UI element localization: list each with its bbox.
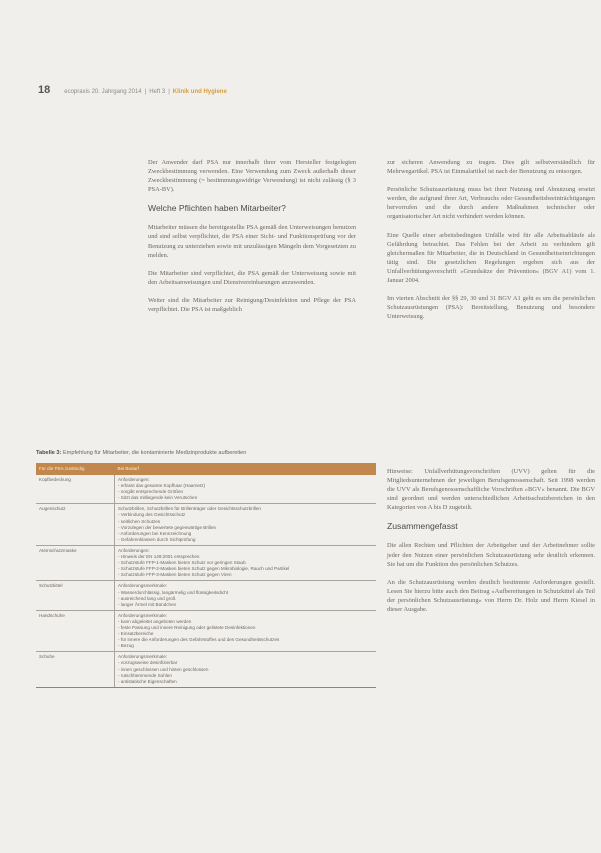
table-row (36, 610, 376, 652)
table-row (36, 475, 376, 504)
body-paragraph: Hinweise: Unfallverhütungsvorschriften (UVV) gelten für die Mitgliedsunternehmen der jeweiligen Berufsgenossenschaft. Seit 1998 werden die UVV als Berufsgenossenschaftliche Vorschriften »BGV« benannt. Die BGV sind geordnet und werden unterschiedlichen Arbeitsschutzbereichen in den Kategorien von A bis D zugeteilt. (387, 468, 595, 512)
body-paragraph: Die Mitarbeiter sind verpflichtet, die PSA gemäß der Unterweisung sowie mit den Arbeitsanweisungen und Dienstvereinbarungen anzuwenden. (148, 269, 356, 286)
table-row (36, 581, 376, 610)
requirement-line: - langer Ärmel mit Bündchen (118, 601, 177, 607)
table-cell-requirements (115, 545, 377, 580)
requirement-line: - Schutzstufe FFP-3-Masken bieten Schutz gegen Viren (118, 572, 232, 578)
section-heading: Welche Pflichten haben Mitarbeiter? (148, 203, 286, 214)
requirement-line: - Einsatzbereiche (118, 631, 154, 637)
body-paragraph: Eine Quelle einer arbeitsbedingten Unfälle wird für alle Arbeitsabläufe als Gefährdung betrachtet. Das Fehlen bei der Arbeit zu verhindern gilt gleichermaßen für Mitarbeiter, die in Deutschland in Gesundheitseinrichtungen tätig sind. Die gesetzlichen Regelungen ergeben sich aus der Unfallverhütungsvorschrift »Grundsätze der Prävention« (BGV A1) vom 1. Januar 2004. (387, 231, 595, 285)
table-cell-requirements (115, 652, 377, 687)
requirement-line: - kann abgeleitet angeboten werden (118, 618, 192, 624)
requirement-line: - Anforderungen bei Kennzeichnung (118, 530, 192, 536)
requirement-line: Anforderungen: (118, 547, 150, 553)
table-cell-area: Handschuhe (36, 610, 115, 652)
requirement-line: Anforderungsmerkmale: (118, 583, 168, 589)
body-paragraph: Der Anwender darf PSA nur innerhalb ihrer vom Hersteller festgelegten Zweckbestimmung verwenden. Eine Verwendung zum Zweck außerhalb dieser Zweckbestimmung (= bestimmungswidrige Verwendung) ist nicht zulässig (§ 3 PSA-BV). (148, 159, 356, 194)
body-paragraph: Mitarbeiter müssen die bereitgestellte PSA gemäß den Unterweisungen benutzen und sind selbst verpflichtet, die PSA einer Sicht- und Funktionsprüfung vor der Benutzung zu unterziehen sowie mit unzulässigen Mängeln dem Vorgesetzten zu melden. (148, 224, 356, 259)
requirement-line: Anforderungen: (118, 477, 150, 482)
requirement-line: - Hinweis der EN 149:2001 entsprechen (118, 554, 200, 560)
table-cell-requirements (115, 504, 377, 546)
section-label: Klinik und Hygiene (172, 89, 227, 95)
page-number: 18 (38, 84, 51, 96)
table-cell-area: Augenschutz (36, 504, 115, 546)
body-paragraph: An die Schutzausrüstung werden deutlich bestimmte Anforderungen gestellt. Lesen Sie hierzu bitte auch den Beitrag »Aufbereitungen in Schutzkittel als Teil der persönlichen Schutzausrüstung« von Herrn Dr. Holz und Herrn Kiesel in dieser Ausgabe. (387, 578, 595, 614)
body-paragraph: Die allen Rechten und Pflichten der Arbeitgeber und der Arbeitnehmer sollte jeder den Nutzen einer persönlichen Schutzausrüstung sehr deutlich erkennen. Sie hat um die Funktion des persönlichen Schutzes. (387, 542, 595, 568)
table-row (36, 504, 376, 546)
table-caption (36, 450, 376, 456)
requirement-line: - feste Passung und innere Reinigung oder gelistete Desinfektionen (118, 624, 256, 630)
table-row (36, 652, 376, 687)
body-paragraph: zur sicheren Anwendung zu tragen. Dies gilt selbstverständlich für Mehrwegartikel. PSA ist Einmalartikel ist nach der Benutzung zu entsorgen. (387, 159, 595, 176)
requirement-line: - rutschhemmende Sohlen (118, 672, 172, 678)
requirement-line: - Verbindung des Gesichtsschutz (118, 512, 186, 518)
requirement-line: - Schutzstufe FFP-2-Masken bieten Schutz gegen Mikrobiologie, Rauch und Partikel (118, 566, 290, 572)
table-caption-label: Tabelle 3: (36, 450, 62, 456)
requirement-line: - erfasst das gesamte Kopfhaar (Haarnetz) (118, 483, 206, 489)
requirement-line: - vorzugsweise desinfizierbar (118, 660, 178, 666)
journal-name: ecopraxis 20. Jahrgang 2014 (64, 89, 142, 95)
requirement-line: - Schutzstufe FFP-1-Masken bieten Schutz vor geringen Staub (118, 560, 246, 566)
requirement-line: Anforderungsmerkmale: (118, 612, 168, 618)
requirement-line: - Gefahrenklassen durch Sichtprüfung (118, 536, 196, 542)
table-row (36, 545, 376, 580)
body-paragraph: Im vierten Abschnitt der §§ 29, 30 und 31 BGV A1 geht es um die persönlichen Schutzausrüstungen (PSA): Bereitstellung, Benutzung und besondere Unterweisung. (387, 295, 595, 321)
body-paragraph: Weiter sind die Mitarbeiter zur Reinigung/Desinfektion und Pflege der PSA verpflichtet. Die PSA ist maßgeblich (148, 296, 356, 314)
requirement-line: - ausreichend lang und groß (118, 595, 176, 601)
column-header: Für die PSA zuständig (36, 463, 115, 475)
table-header-row (36, 463, 376, 475)
table-cell-area: Atemschutzmaske (36, 545, 115, 580)
requirement-line: Anforderungsmerkmale: (118, 654, 168, 660)
right-text-column-lower (387, 467, 595, 623)
header-separator: | (144, 89, 147, 95)
requirement-line: - für innere die Anforderungen des Gefahrstoffes und des Gesundheitsschutzes (118, 637, 280, 643)
table-body (36, 475, 376, 687)
table-caption-text: Empfehlung für Mitarbeiter, die kontaminierte Medizinprodukte aufbereiten (62, 450, 247, 456)
requirement-line: - seitlichen Schutzes (118, 518, 161, 524)
requirement-line: - Sitzt das mitliegende kein Verutschen (118, 495, 198, 501)
section-heading: Zusammengefasst (387, 521, 458, 532)
page-header (38, 84, 398, 96)
table-cell-area: Schutzkittel (36, 581, 115, 610)
table-cell-requirements (115, 581, 377, 610)
requirement-line: Schutzbrillen, Schutzbrillen für Brillenträger oder Gesichtsschutzbrillen (118, 506, 261, 512)
table-cell-area: Schuhe (36, 652, 115, 687)
table-cell-requirements (115, 475, 377, 504)
requirement-line: - Wasserdurchlässig, langärmelig und flüssigkeitsdicht (118, 589, 229, 595)
requirement-line: - Bezug (118, 643, 134, 649)
requirement-line: - innen geschlossen und hinten geschlossen (118, 666, 209, 672)
header-separator: | (168, 89, 170, 95)
requirement-line: - Vorzulegen der bewertete gegenwärtige Brillen (118, 524, 217, 530)
requirement-line: - antistatische Eigenschaften (118, 678, 177, 684)
table-cell-requirements (115, 610, 377, 652)
column-header: Bei Bedarf (115, 463, 377, 475)
table-cell-area: Kopfbedeckung (36, 475, 115, 504)
requirement-line: - vorgibt entsprechende Größen (118, 489, 184, 495)
right-text-column (387, 158, 595, 330)
issue-label: Heft 3 (149, 89, 166, 95)
ppe-table (36, 463, 376, 688)
left-text-column (148, 158, 356, 323)
body-paragraph: Persönliche Schutzausrüstung muss bei ihrer Nutzung und Abnutzung ersetzt werden, die aufgrund ihrer Art, Verbrauchs oder Gesundheitsbeeinträchtigungen hervorrufen und die durch andere Maßnahmen technischer oder organisatorischer Art nicht verhindert werden können. (387, 186, 595, 221)
